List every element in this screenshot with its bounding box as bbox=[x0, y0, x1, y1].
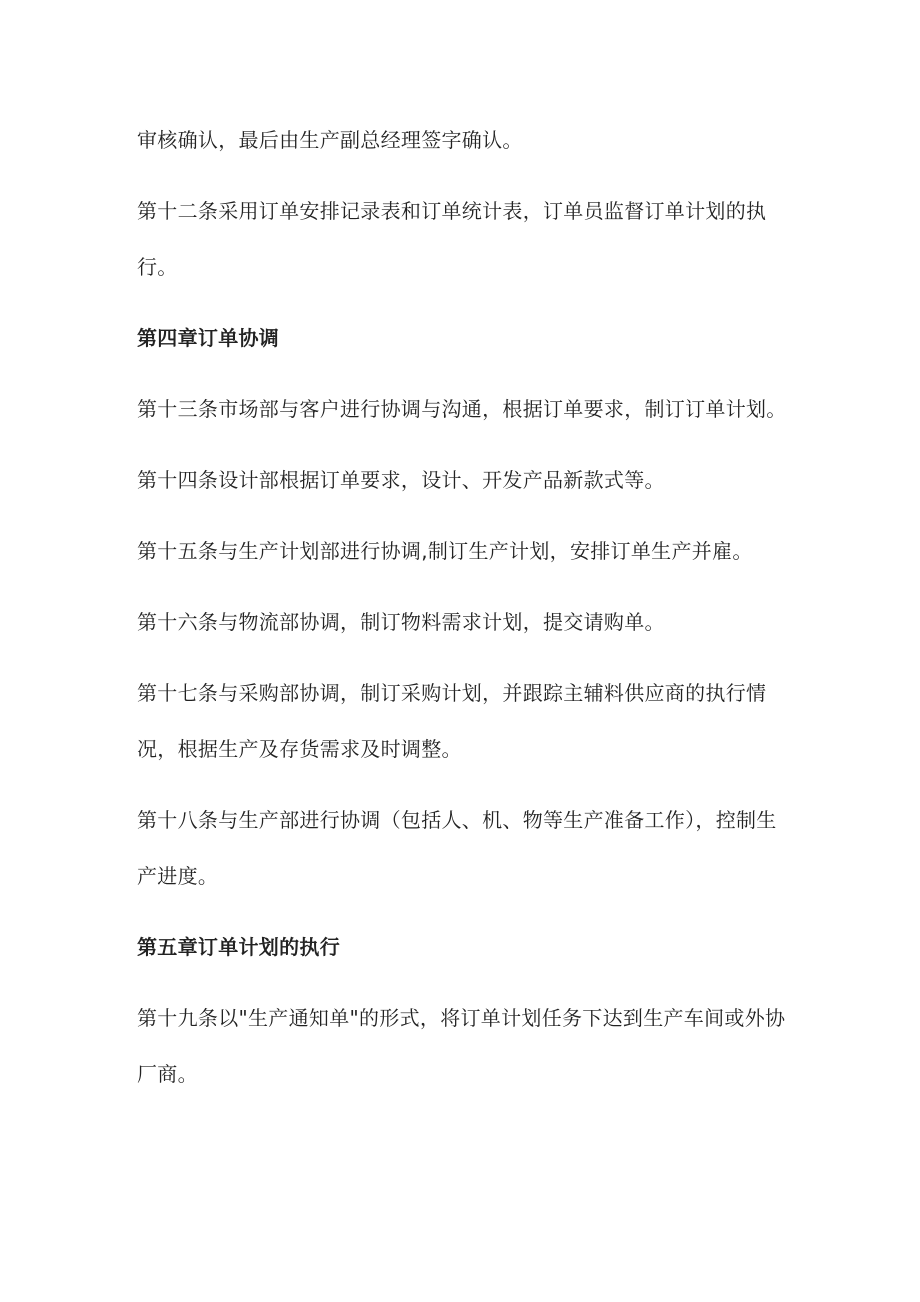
para-review-confirmation: 审核确认，最后由生产副总经理签字确认。 bbox=[137, 128, 523, 152]
para-article-17: 第十七条与采购部协调，制订采购计划，并跟踪主辅料供应商的执行情况，根据生产及存货需求及时调整。 bbox=[137, 681, 767, 761]
para-article-16: 第十六条与物流部协调，制订物料需求计划，提交请购单。 bbox=[137, 610, 665, 634]
heading-chapter-5: 第五章订单计划的执行 bbox=[137, 935, 340, 959]
para-article-12: 第十二条采用订单安排记录表和订单统计表，订单员监督订单计划的执行。 bbox=[137, 199, 767, 279]
para-article-19: 第十九条以"生产通知单"的形式，将订单计划任务下达到生产车间或外协厂商。 bbox=[137, 1006, 786, 1086]
para-article-13: 第十三条市场部与客户进行协调与沟通，根据订单要求，制订订单计划。 bbox=[137, 397, 787, 421]
heading-chapter-4: 第四章订单协调 bbox=[137, 326, 280, 350]
para-article-14: 第十四条设计部根据订单要求，设计、开发产品新款式等。 bbox=[137, 468, 665, 492]
document-body bbox=[137, 112, 787, 1117]
para-article-15: 第十五条与生产计划部进行协调,制订生产计划，安排订单生产并雇。 bbox=[137, 539, 753, 563]
para-article-18: 第十八条与生产部进行协调（包括人、机、物等生产准备工作），控制生产进度。 bbox=[137, 808, 777, 888]
